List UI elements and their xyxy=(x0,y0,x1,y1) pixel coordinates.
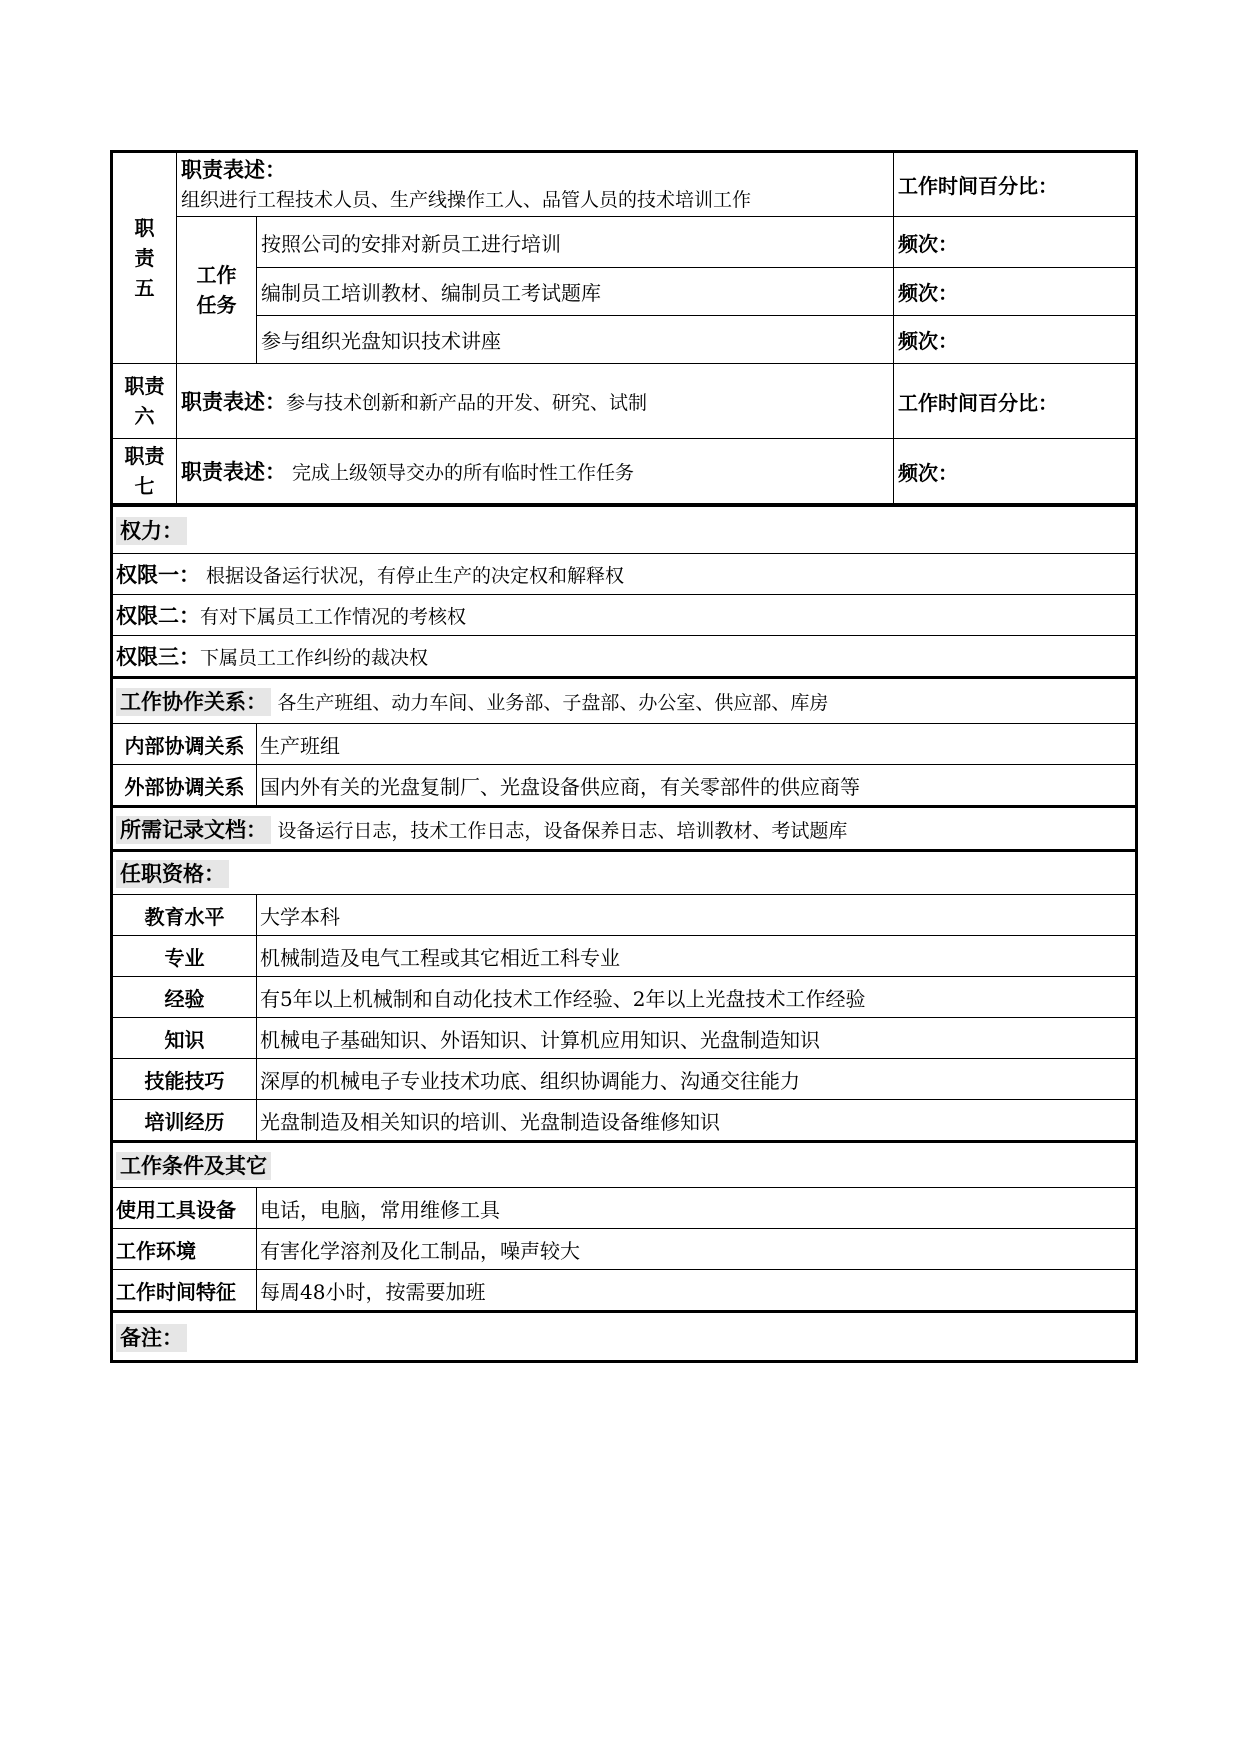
duty5-task-3: 参与组织光盘知识技术讲座 xyxy=(257,316,894,364)
authority-1-text: 根据设备运行状况，有停止生产的决定权和解释权 xyxy=(200,565,625,587)
conditions-row xyxy=(112,1229,1137,1270)
duty6-desc-label: 职责表述： xyxy=(181,390,286,414)
authority-title: 权力： xyxy=(116,517,187,545)
notes-row xyxy=(112,1312,1137,1362)
qualification-row xyxy=(112,1018,1137,1059)
duty5-task-label: 工作 任务 xyxy=(177,217,257,364)
cooperation-title: 工作协作关系： xyxy=(116,688,271,716)
skills-label: 技能技巧 xyxy=(112,1059,257,1100)
external-coordination-label: 外部协调关系 xyxy=(112,765,257,807)
duty5-task-row xyxy=(112,217,1137,268)
qualification-row xyxy=(112,1059,1137,1100)
duty5-task-row xyxy=(112,268,1137,316)
duty6-description xyxy=(177,364,894,439)
duty7-freq: 频次： xyxy=(894,439,1137,504)
internal-coordination-row xyxy=(112,724,1137,765)
qualification-row xyxy=(112,895,1137,936)
skills-text: 深厚的机械电子专业技术功底、组织协调能力、沟通交往能力 xyxy=(257,1059,1137,1100)
records-row xyxy=(112,807,1137,851)
duty5-task-2-freq: 频次： xyxy=(894,268,1137,316)
duty7-desc-label: 职责表述： xyxy=(181,460,286,484)
duty6-desc-text: 参与技术创新和新产品的开发、研究、试制 xyxy=(286,392,648,414)
qualification-row xyxy=(112,936,1137,977)
duty7-desc-text: 完成上级领导交办的所有临时性工作任务 xyxy=(286,462,635,484)
duties-table xyxy=(110,150,1138,504)
authority-1-label: 权限一： xyxy=(116,563,200,587)
duty5-task-3-freq: 频次： xyxy=(894,316,1137,364)
training-text: 光盘制造及相关知识的培训、光盘制造设备维修知识 xyxy=(257,1100,1137,1142)
authority-title-row xyxy=(112,506,1137,554)
duty5-task-1-freq: 频次： xyxy=(894,217,1137,268)
notes-title: 备注： xyxy=(116,1324,187,1352)
duty5-desc-text: 组织进行工程技术人员、生产线操作工人、品管人员的技术培训工作 xyxy=(181,188,752,211)
training-label: 培训经历 xyxy=(112,1100,257,1142)
tools-label: 使用工具设备 xyxy=(112,1188,257,1229)
conditions-title-row xyxy=(112,1142,1137,1188)
tools-text: 电话，电脑，常用维修工具 xyxy=(257,1188,1137,1229)
experience-text: 有5年以上机械制和自动化技术工作经验、2年以上光盘技术工作经验 xyxy=(257,977,1137,1018)
duty5-desc-label: 职责表述： xyxy=(181,157,286,182)
work-time-label: 工作时间特征 xyxy=(112,1270,257,1312)
duty6-percent: 工作时间百分比： xyxy=(894,364,1137,439)
records-title: 所需记录文档： xyxy=(116,816,271,844)
authority-3-text: 下属员工工作纠纷的裁决权 xyxy=(200,647,429,669)
work-time-text: 每周48小时，按需要加班 xyxy=(257,1270,1137,1312)
major-label: 专业 xyxy=(112,936,257,977)
job-description-sheet xyxy=(110,150,1135,1363)
duty7-description xyxy=(177,439,894,504)
environment-text: 有害化学溶剂及化工制品，噪声较大 xyxy=(257,1229,1137,1270)
duty5-description xyxy=(177,152,894,217)
duty5-task-1: 按照公司的安排对新员工进行培训 xyxy=(257,217,894,268)
conditions-row xyxy=(112,1270,1137,1312)
major-text: 机械制造及电气工程或其它相近工科专业 xyxy=(257,936,1137,977)
duty5-task-row xyxy=(112,316,1137,364)
authority-3-label: 权限三： xyxy=(116,645,200,669)
records-text: 设备运行日志，技术工作日志，设备保养日志、培训教材、考试题库 xyxy=(277,819,848,842)
authority-row xyxy=(112,595,1137,636)
qualification-title-row xyxy=(112,851,1137,895)
duty7-name: 职责 七 xyxy=(112,439,177,504)
internal-coordination-label: 内部协调关系 xyxy=(112,724,257,765)
duty5-name: 职 责 五 xyxy=(112,152,177,364)
conditions-title: 工作条件及其它 xyxy=(116,1152,271,1180)
authority-row xyxy=(112,554,1137,595)
duty6-name: 职责 六 xyxy=(112,364,177,439)
environment-label: 工作环境 xyxy=(112,1229,257,1270)
education-text: 大学本科 xyxy=(257,895,1137,936)
authority-row xyxy=(112,636,1137,678)
duty5-task-2: 编制员工培训教材、编制员工考试题库 xyxy=(257,268,894,316)
cooperation-row xyxy=(112,678,1137,724)
internal-coordination-text: 生产班组 xyxy=(257,724,1137,765)
knowledge-label: 知识 xyxy=(112,1018,257,1059)
external-coordination-text: 国内外有关的光盘复制厂、光盘设备供应商，有关零部件的供应商等 xyxy=(257,765,1137,807)
experience-label: 经验 xyxy=(112,977,257,1018)
authority-2-label: 权限二： xyxy=(116,604,200,628)
external-coordination-row xyxy=(112,765,1137,807)
authority-2-text: 有对下属员工工作情况的考核权 xyxy=(200,606,467,628)
education-label: 教育水平 xyxy=(112,895,257,936)
duty6-row xyxy=(112,364,1137,439)
knowledge-text: 机械电子基础知识、外语知识、计算机应用知识、光盘制造知识 xyxy=(257,1018,1137,1059)
details-table xyxy=(110,504,1138,1363)
cooperation-text: 各生产班组、动力车间、业务部、子盘部、办公室、供应部、库房 xyxy=(277,692,829,714)
duty5-desc-row xyxy=(112,152,1137,217)
qualification-row xyxy=(112,977,1137,1018)
duty7-row xyxy=(112,439,1137,504)
duty5-percent: 工作时间百分比： xyxy=(894,152,1137,217)
qualification-title: 任职资格： xyxy=(116,860,229,888)
qualification-row xyxy=(112,1100,1137,1142)
conditions-row xyxy=(112,1188,1137,1229)
